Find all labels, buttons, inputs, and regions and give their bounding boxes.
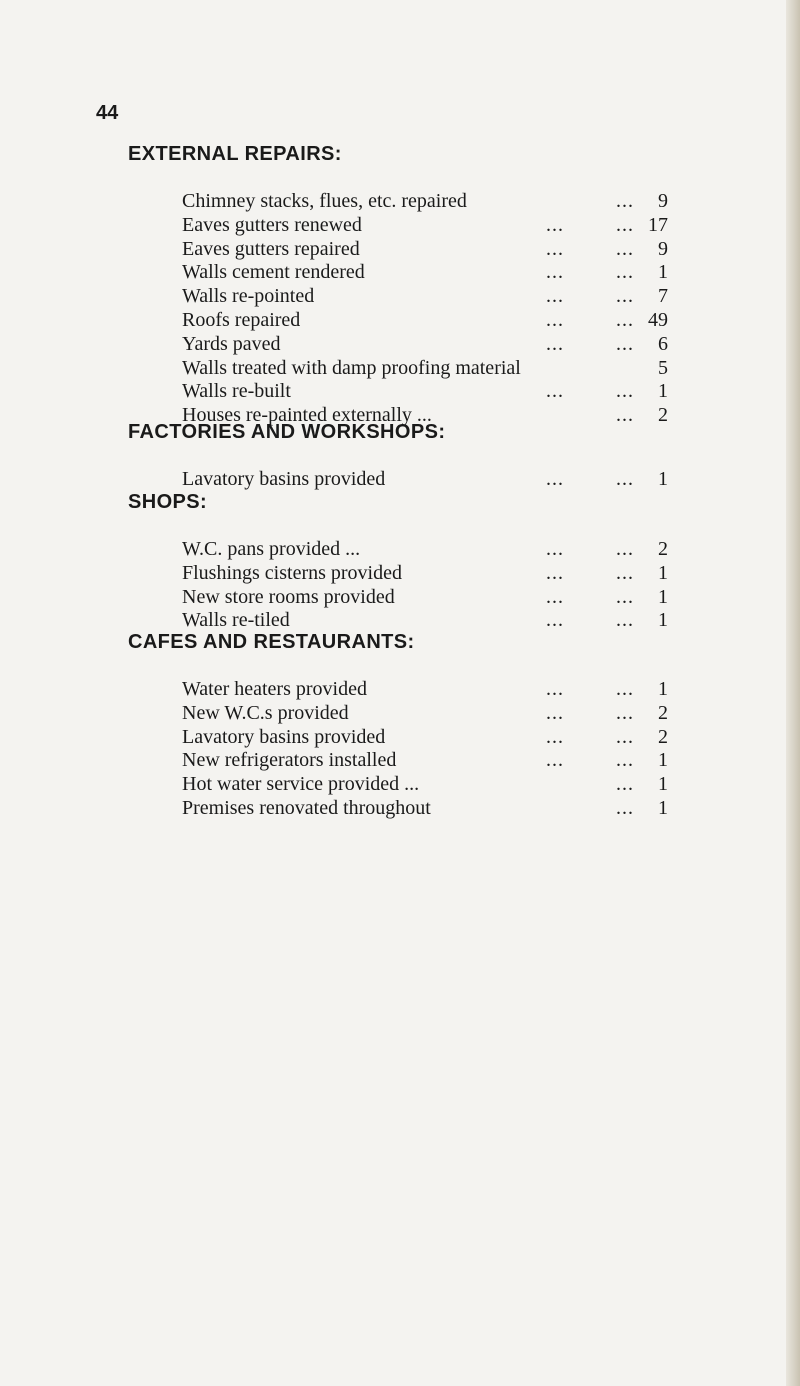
list-item bbox=[182, 285, 668, 309]
leader-dots: ... bbox=[616, 190, 634, 212]
page-number: 44 bbox=[96, 102, 119, 124]
leader-dots: ... bbox=[546, 380, 564, 403]
leader-dots: ... bbox=[616, 332, 634, 355]
leader-dots: ... bbox=[546, 285, 564, 308]
list-item bbox=[182, 726, 668, 750]
leader-dots: ... bbox=[616, 261, 634, 284]
item-label: Lavatory basins provided bbox=[182, 725, 386, 748]
section-heading: CAFES AND RESTAURANTS: bbox=[128, 631, 415, 653]
item-label: Walls re-tiled bbox=[182, 609, 290, 632]
list-item bbox=[182, 702, 668, 726]
leader-dots: ... bbox=[616, 561, 634, 584]
section-heading: FACTORIES AND WORKSHOPS: bbox=[128, 421, 446, 443]
item-count: 2 bbox=[658, 404, 668, 427]
list-item bbox=[182, 773, 668, 797]
item-count: 7 bbox=[658, 285, 668, 308]
leader-dots: ... bbox=[546, 678, 564, 700]
list-item bbox=[182, 797, 668, 821]
leader-dots: ... bbox=[546, 237, 564, 260]
leader-dots: ... bbox=[546, 468, 564, 490]
leader-dots: ... bbox=[616, 404, 634, 427]
leader-dots: ... bbox=[546, 585, 564, 608]
item-count: 1 bbox=[658, 678, 668, 700]
leader-dots: ... bbox=[616, 796, 634, 819]
list-item bbox=[182, 190, 668, 214]
item-count: 9 bbox=[658, 237, 668, 260]
section-external-repairs bbox=[128, 142, 668, 428]
leader-dots: ... bbox=[546, 561, 564, 584]
item-label: New refrigerators installed bbox=[182, 749, 397, 772]
item-count: 1 bbox=[658, 380, 668, 403]
item-label: Flushings cisterns provided bbox=[182, 561, 402, 584]
leader-dots: ... bbox=[616, 678, 634, 700]
leader-dots: ... bbox=[616, 468, 634, 490]
list-item bbox=[182, 586, 668, 610]
leader-dots: ... bbox=[616, 609, 634, 632]
list-item bbox=[182, 309, 668, 333]
leader-dots: ... bbox=[616, 237, 634, 260]
leader-dots: ... bbox=[546, 725, 564, 748]
leader-dots: ... bbox=[616, 285, 634, 308]
item-label: Water heaters provided bbox=[182, 678, 367, 700]
item-label: Premises renovated throughout bbox=[182, 796, 431, 819]
list-item bbox=[182, 678, 668, 702]
item-list bbox=[182, 190, 668, 428]
section-heading: SHOPS: bbox=[128, 491, 208, 513]
item-list bbox=[182, 468, 668, 492]
item-list bbox=[182, 678, 668, 821]
item-label: Eaves gutters renewed bbox=[182, 213, 362, 236]
item-count: 1 bbox=[658, 796, 668, 819]
list-item bbox=[182, 238, 668, 262]
list-item bbox=[182, 214, 668, 238]
item-label: Houses re-painted externally ... bbox=[182, 404, 432, 427]
leader-dots: ... bbox=[616, 749, 634, 772]
leader-dots: ... bbox=[616, 773, 634, 796]
list-item bbox=[182, 749, 668, 773]
item-count: 1 bbox=[658, 609, 668, 632]
item-count: 1 bbox=[658, 773, 668, 796]
list-item bbox=[182, 333, 668, 357]
leader-dots: ... bbox=[616, 725, 634, 748]
item-label: Lavatory basins provided bbox=[182, 468, 386, 490]
section-cafes-restaurants bbox=[128, 630, 668, 821]
item-count: 6 bbox=[658, 332, 668, 355]
item-label: W.C. pans provided ... bbox=[182, 538, 361, 560]
list-item bbox=[182, 357, 668, 381]
item-label: Hot water service provided ... bbox=[182, 773, 420, 796]
item-label: Walls re-built bbox=[182, 380, 291, 403]
page-edge-shadow bbox=[786, 0, 800, 1386]
list-item bbox=[182, 538, 668, 562]
item-count: 17 bbox=[648, 213, 668, 236]
item-count: 9 bbox=[658, 190, 668, 212]
leader-dots: ... bbox=[546, 308, 564, 331]
item-count: 5 bbox=[658, 356, 668, 379]
leader-dots: ... bbox=[616, 308, 634, 331]
leader-dots: ... bbox=[616, 213, 634, 236]
item-count: 49 bbox=[648, 308, 668, 331]
section-factories-workshops bbox=[128, 420, 668, 492]
leader-dots: ... bbox=[616, 538, 634, 560]
leader-dots: ... bbox=[546, 538, 564, 560]
section-shops bbox=[128, 490, 668, 633]
item-count: 1 bbox=[658, 749, 668, 772]
item-label: New W.C.s provided bbox=[182, 701, 349, 724]
item-count: 2 bbox=[658, 701, 668, 724]
list-item bbox=[182, 261, 668, 285]
item-label: Roofs repaired bbox=[182, 308, 301, 331]
item-list bbox=[182, 538, 668, 633]
item-count: 1 bbox=[658, 468, 668, 490]
list-item bbox=[182, 562, 668, 586]
item-label: Walls re-pointed bbox=[182, 285, 315, 308]
list-item bbox=[182, 468, 668, 492]
leader-dots: ... bbox=[546, 213, 564, 236]
leader-dots: ... bbox=[546, 749, 564, 772]
leader-dots: ... bbox=[546, 701, 564, 724]
item-count: 2 bbox=[658, 725, 668, 748]
item-count: 1 bbox=[658, 261, 668, 284]
section-heading: EXTERNAL REPAIRS: bbox=[128, 143, 342, 165]
leader-dots: ... bbox=[546, 609, 564, 632]
item-count: 1 bbox=[658, 561, 668, 584]
item-count: 2 bbox=[658, 538, 668, 560]
list-item bbox=[182, 380, 668, 404]
item-label: Eaves gutters repaired bbox=[182, 237, 360, 260]
item-label: Walls cement rendered bbox=[182, 261, 365, 284]
item-label: Walls treated with damp proofing material bbox=[182, 356, 521, 379]
item-count: 1 bbox=[658, 585, 668, 608]
leader-dots: ... bbox=[546, 261, 564, 284]
item-label: New store rooms provided bbox=[182, 585, 395, 608]
item-label: Chimney stacks, flues, etc. repaired bbox=[182, 190, 467, 212]
leader-dots: ... bbox=[616, 380, 634, 403]
leader-dots: ... bbox=[546, 332, 564, 355]
leader-dots: ... bbox=[616, 701, 634, 724]
item-label: Yards paved bbox=[182, 332, 281, 355]
leader-dots: ... bbox=[616, 585, 634, 608]
